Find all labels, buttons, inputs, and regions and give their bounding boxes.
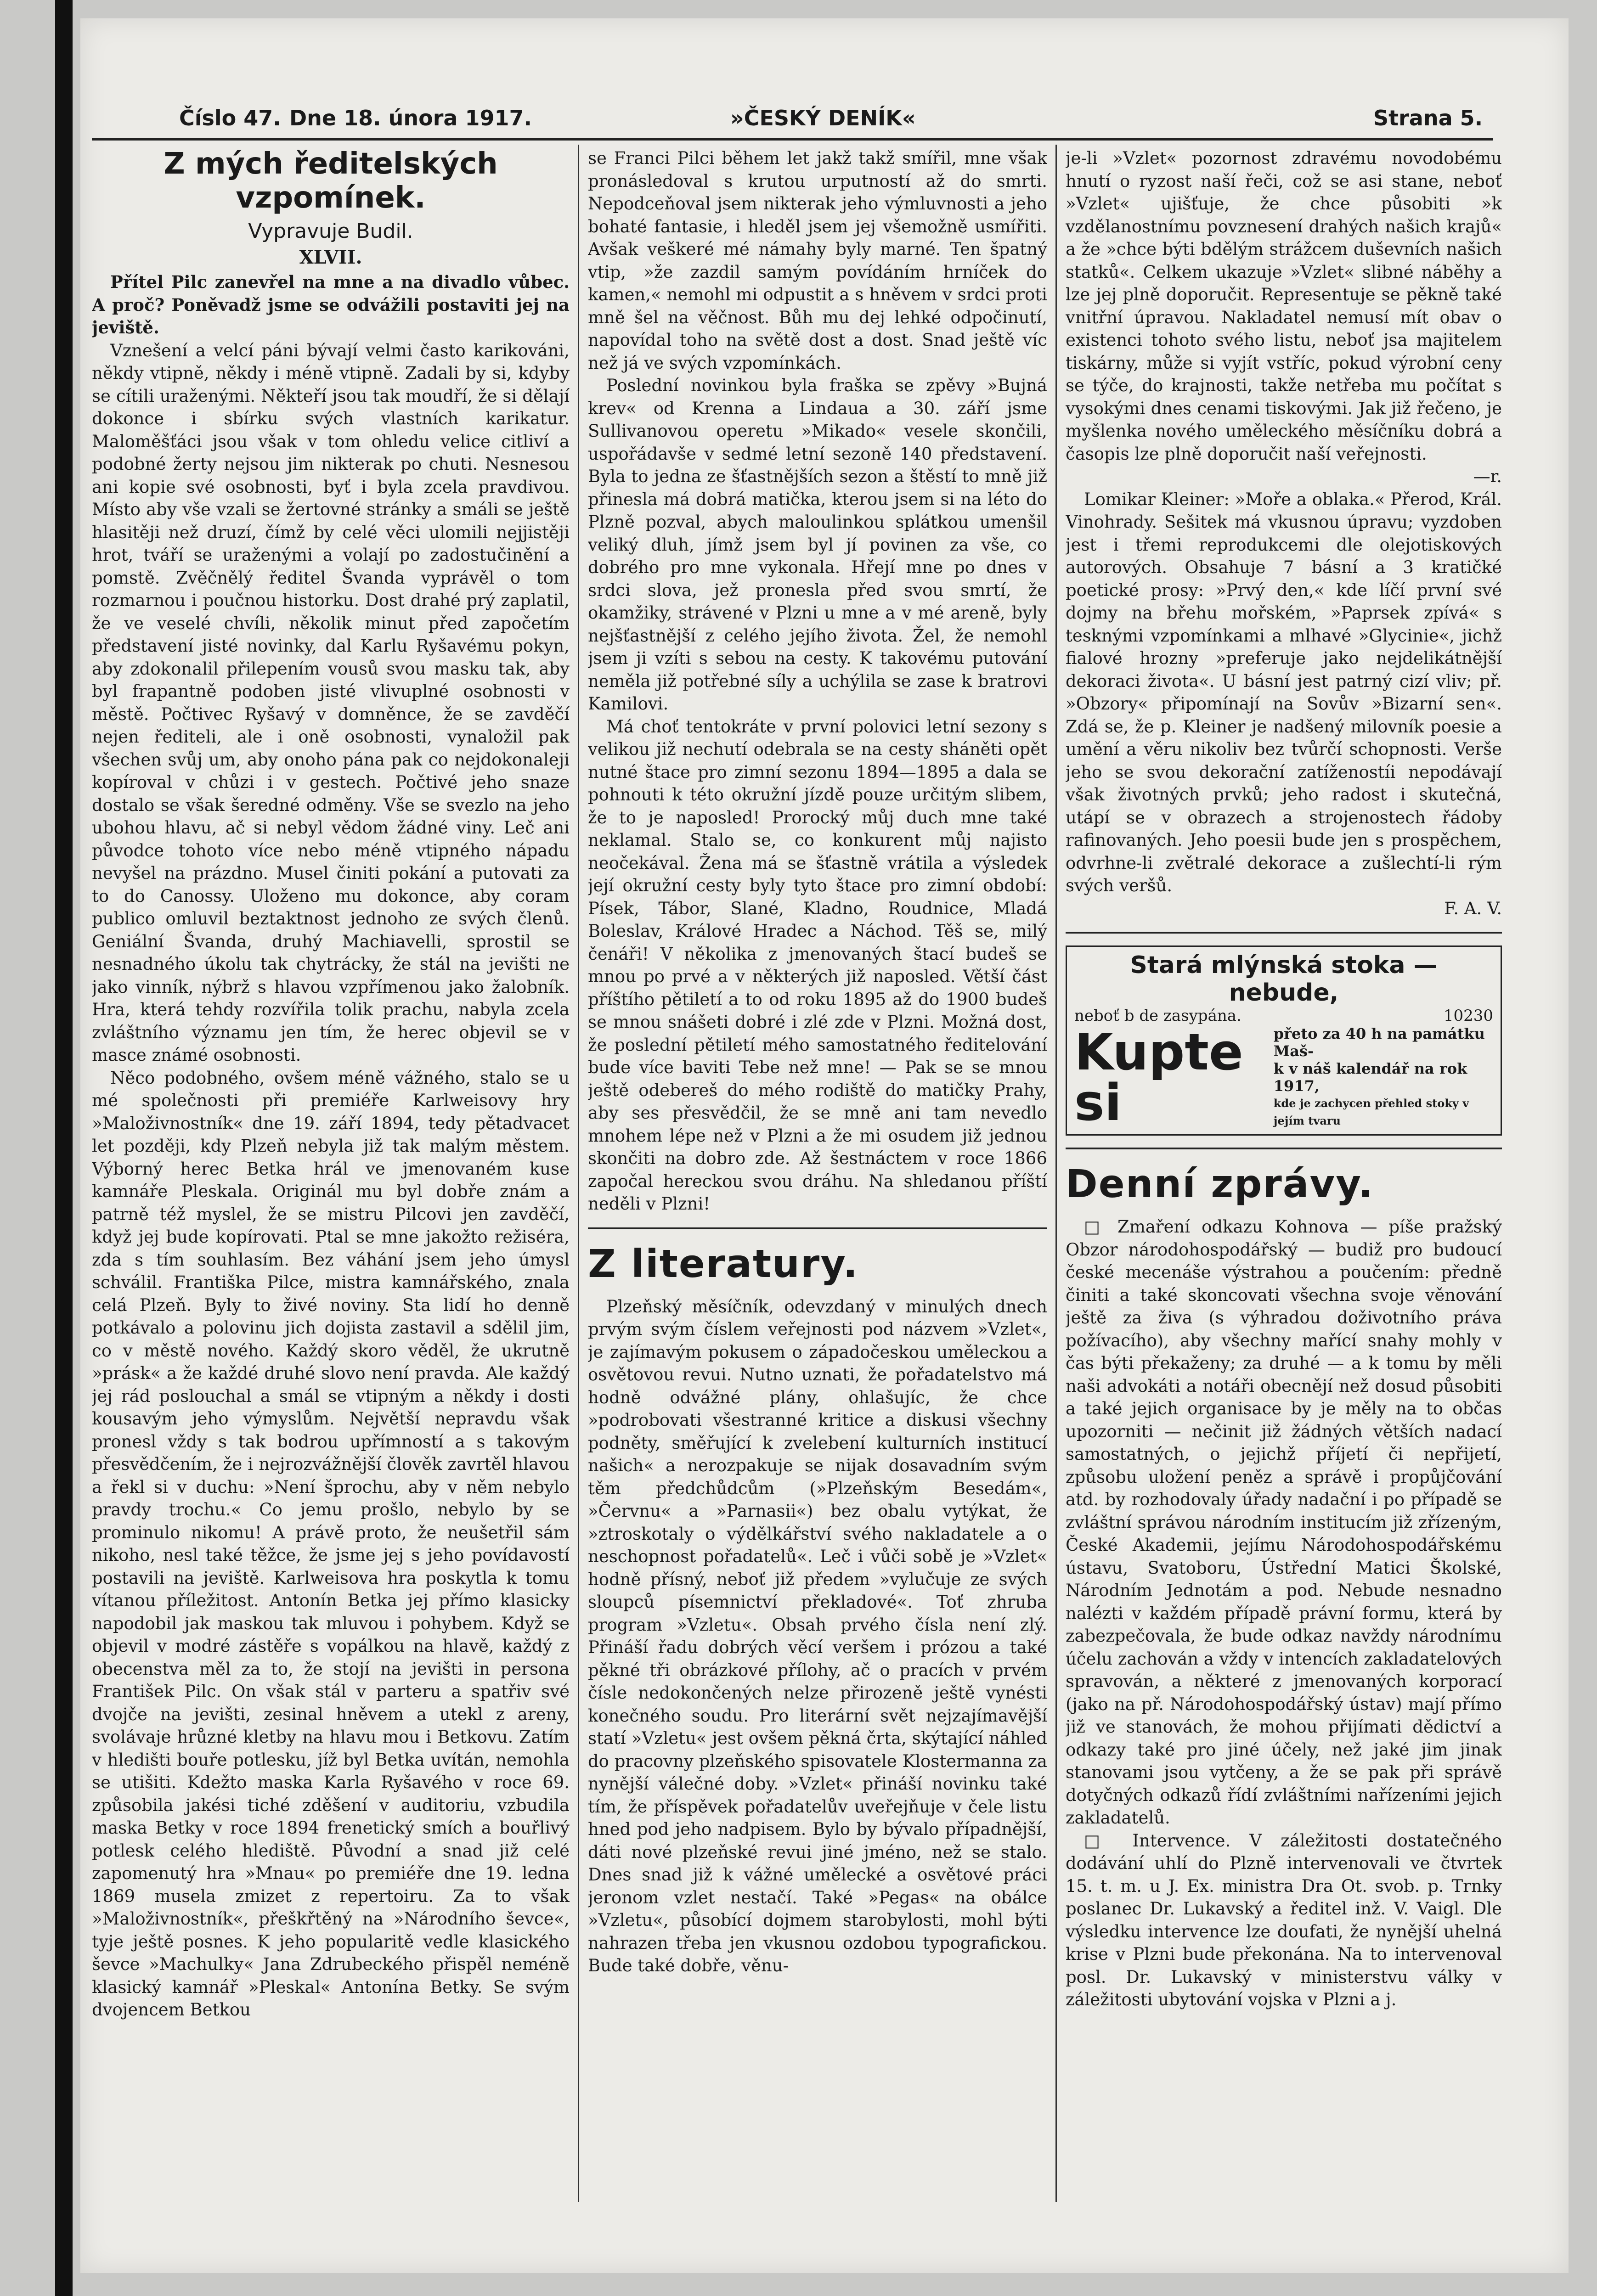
ad-call-to-action: Kupte si (1074, 1023, 1243, 1132)
column-rule-2 (1055, 145, 1057, 2202)
column-3 (1066, 147, 1502, 2204)
section-divider (588, 1227, 1047, 1229)
ad-detail: přeto za 40 h na památku Maš- (1273, 1025, 1485, 1060)
article-title: Z mých ředitelských vzpomínek. (164, 147, 498, 215)
ad-detail: k v náš kalendář na rok 1917, (1273, 1060, 1467, 1095)
article-paragraph: Má choť tentokráte v první polovici letní sezony s velikou již nechutí odebrala se na cesty sháněti opět nutné štace pro zimní sezonu 1894—1895 a dala se pohnouti k této okružní jízdě pouze určitým slibem, že to je naposled! Prorocký můj duch mne také neklamal. Stalo se, co konkurent můj najisto neočekával. Žena má se šťastně vrátila a výsledek její okružní cesty byly tyto štace pro zimní období: Písek, Tábor, Slané, Kladno, Roudnice, Mladá Boleslav, Králové Hradec a Náchod. Těš se, milý čenáři! V několika z jmenovaných štací budeš se mnou po prvé a v některých již naposled. Větší část příštího pětiletí a to od roku 1895 až do 1900 budeš se mnou snášeti dobré i zlé zde v Plzni. Možná dost, že poslední pětiletí mého samostatného ředitelování bude více baviti Tebe než mne! — Pak se se mnou ještě odebereš do mého rodiště do matičky Prahy, aby ses přesvědčil, že se mně ani tam nevedlo mnohem lépe než v Plzni a že mi osudem již jednou skončiti na dobro zde. Až šestnáctem v roce 1866 započal hereckou svou dráhu. Na shledanou příští neděli v Plzni! (588, 716, 1047, 1214)
article-paragraph: Poslední novinkou byla fraška se zpěvy »Bujná krev« od Krenna a Lindaua a 30. září jsme Sullivanovou operetu »Mikado« vesele skončili, uspořádavše v sedmé letní sezoně 140 představení. Byla to jedna ze šťastnějších sezon a štěstí to mně již přinesla má dobrá matička, kterou jsem si na léto do Plzně pozval, abych maloulinkou splátkou umenšil veliký dluh, jímž jsem byl jí povinen za vše, co dobrého pro mne vykonala. Hřejí mne po dnes v srdci slova, jež pronesla před svou smrtí, že okamžiky, strávené v Plzni u mne a v mé areně, byly nejšťastnější z celého jejího života. Žel, že nemohl jsem ji vzíti s sebou na cesty. K takovému putování neměla již potřebné síly a uchýlila se zase k bratrovi Kamilovi. (588, 376, 1047, 714)
section-divider (1066, 1148, 1502, 1149)
review-signature: F. A. V. (1444, 898, 1502, 918)
issue-date: Dne 18. února 1917. (289, 106, 532, 130)
column-1 (92, 147, 570, 2204)
column-rule-1 (578, 145, 579, 2202)
section-divider (1066, 932, 1502, 934)
issue-number: Číslo 47. (179, 106, 281, 130)
review-paragraph: je-li »Vzlet« pozornost zdravému novodobému hnutí o ryzost naší řeči, což se asi stane, neboť »Vzlet« ujišťuje, že chce působiti »k vzdělanostnímu povznesení drahých našich krajů« a že »chce býti bdělým strážcem duševních našich statků«. Celkem ukazuje »Vzlet« slibné náběhy a lze jej plně doporučit. Representuje se pěkně také vnitřní úpravou. Nakladatel nemusí mít obav o existenci tohoto svého listu, neboť jsa majitelem tiskárny, může si vyjít vstříc, pokud výrobní ceny se týče, do krajnosti, takže netřeba mu počítat s vysokými dnes cenami tiskovými. Jak již řečeno, je myšlenka nového uměleckého měsíčníku dobrá a časopis lze plně doporučit naší veřejnosti. (1066, 148, 1502, 464)
section-heading-daily-news: Denní zprávy. (1066, 1161, 1374, 1206)
article-lead: Přítel Pilc zanevřel na mne a na divadlo vůbec. A proč? Poněvadž jsme se odvážili postaviti jej na jeviště. (92, 272, 570, 338)
ad-title: Stará mlýnská stoka — nebude, (1130, 951, 1438, 1007)
article-paragraph: se Franci Pilci během let jakž takž smířil, mne však pronásledoval s krutou urputností až do smrti. Nepodceňoval jsem nikterak jeho výmluvnosti a jeho bohaté fantasie, i hleděl jsem jej všemožně usmířiti. Avšak veškeré mé námahy byly marné. Ten špatný vtip, »že zazdil samým povídáním hrníček do kamen,« nemohl mi odpustit a s hněvem v srdci proti mně šel na věčnost. Bůh mu dej lehké odpočinutí, napovídal toho na světě dost a dost. Snad ještě víc než já ve svých vzpomínkách. (588, 148, 1047, 373)
column-2 (588, 147, 1047, 2204)
section-heading-literature: Z literatury. (588, 1241, 859, 1286)
page-number: Strana 5. (1373, 106, 1483, 130)
news-item: □ Intervence. V záležitosti dostatečného dodávání uhlí do Plzně intervenovali ve čtvrtek 15. t. m. u J. Ex. ministra Dra Ot. svob. p. Trnky poslanec Dr. Lukavský a ředitel inž. V. Vaigl. Dle výsledku intervence lze doufati, že nynější uhelná krise v Plzni bude překonána. Na to intervenoval posl. Dr. Lukavský v ministerstvu války v záležitosti ubytování vojska v Plzni a j. (1066, 1830, 1502, 2009)
ad-subtitle: neboť b de zasypána. 10230 (1074, 1007, 1493, 1025)
paper-name: »ČESKÝ DENÍK« (730, 106, 916, 130)
article-paragraph: Něco podobného, ovšem méně vážného, stalo se u mé společnosti při premiéře Karlweisovy hry »Maloživnostník« dne 19. září 1894, tedy pětadvacet let později, kdy Plzeň nebyla již tak malým městem. Výborný herec Betka hrál ve jmenovaném kuse kamnáře Pleskala. Originál mu byl dobře znám a patrně též myslel, že se mistru Pilcovi jen zavděčí, když jej bude kopírovati. Ptal se mne jakožto režiséra, zda s tím souhlasím. Bez váhání jsem jeho úmysl schválil. Františka Pilce, mistra kamnářského, znala celá Plzeň. Byly to živé noviny. Sta lidí ho denně potkávalo a polovinu jich dojista zastavil a sdělil jim, co v městě nového. Každý skoro věděl, že ukrutně »prásk« a že každé druhé slovo není pravda. Ale každý jej rád poslouchal a smál se vtipným a někdy i dosti kousavým jeho výmyslům. Největší nepravdu však pronesl vždy s tak bodrou upřímností a s takovým přesvědčením, že i nejrozvážnější člověk zavrtěl hlavou a řekl si v duchu: »Není šprochu, aby v něm nebylo pravdy trochu.« Co jemu prošlo, nebylo by se prominulo nikomu! A právě proto, že neušetřil sám nikoho, nesl také těžce, že jsme jej s jeho povídavostí postavili na jeviště. Karlweisova hra poskytla k tomu vítanou příležitost. Antonín Betka jej přímo klasicky napodobil jak maskou tak mluvou i pohybem. Když se objevil v modré zástěře s vopálkou na hlavě, každý z obecenstva měl za to, že stojí na jevišti in persona František Pilc. On však stál v parteru a spatřiv své dvojče na jevišti, zesinal hněvem a utekl z areny, svolávaje hrůzné kletby na hlavu mou i Betkovu. Zatím v hledišti bouře potlesku, jíž byl Betka uvítán, nemohla se utišiti. Kdežto maska Karla Ryšavého v roce 69. způsobila jakési tiché zděšení v auditoriu, vzbudila maska Betky v roce 1894 frenetický smích a bouřlivý potlesk celého hlediště. Původní a snad již celé zapomenutý hra »Mnau« po premiéře dne 19. ledna 1869 musela zmizet z repertoiru. Za to však »Maloživnostník«, přeškřtěný na »Národního ševce«, tyje ještě posnes. K jeho popularitě vedle klasického ševce »Machulky« Jana Zdrubeckého přispěl neméně klasický kamnář »Pleskal« Antonína Betky. Se svým dvojencem Betkou (92, 1068, 570, 2020)
review-paragraph: Lomikar Kleiner: »Moře a oblaka.« Přerod, Král. Vinohrady. Sešitek má vkusnou úpravu; vyzdoben jest i třemi reprodukcemi dle olejotiskových autorových. Obsahuje 7 básní a 3 kratičké poetické prosy: »Prvý den,« kde líčí první své dojmy na břehu mořském, »Paprsek zpívá« s tesknými vzpomínkami a mlhavé »Glycinie«, jichž fialové hrozny »preferuje jako nejdelikátnější dekoraci života«. U básní jest patrný cizí vliv; př. »Obzory« připomínají na Sovův »Bizarní sen«. Zdá se, že p. Kleiner je nadšený milovník poesie a umění a věru nikoliv bez tvůrčí schopnosti. Verše jeho se svou dekorační zatíženostíi nepodávají však životných prvků; jeho radost i skutečná, utápí se v obrazech a strojenostech řádoby rafinovaných. Jeho poesii bude jen s prospěchem, odvrhne-li zvětralé dekorace a zušlechtí-li rým svých veršů. (1066, 489, 1502, 895)
calendar-advertisement (1066, 945, 1502, 1136)
news-item: □ Zmaření odkazu Kohnova — píše pražský Obzor národohospodářský — budiž pro budoucí české mecenáše výstrahou a poučením: předně činiti a také skoncovati všechna svoje věnování ještě za živa (s výhradou doživotního práva požívacího), aby všechny mařící snahy mohly v čas býti překaženy; za druhé — a k tomu by měli naši advokáti a notáři obecnějí než dosud působiti a také jejich organisace by je měly na to občas upozorniti — nečinit již žádných větších nadací samostatných, o jejichž příjetí či nepřijetí, způsobu uložení peněz a správě i propůjčování atd. by rozhodovaly úřady nadační i po případě se zvláštní správou národním institucím již zřízeným, České Akademii, jejímu Národohospodářskému ústavu, Svatoboru, Ústřední Matici Školské, Národním Jednotám a pod. Nebude nesnadno nalézti v každém případě právní formu, která by zabezpečovala, že bude odkaz navždy národnímu účelu zachován a vždy v intencích zakladatelových spravován, a některé z jmenovaných korporací (jako na př. Národohospodářský ústav) mají přímo již ve stanovách, že mohou přijímati dědictví a odkazy také pro jiné účely, než jaké jim jinak stanovami jsou vytčeny, a že se pak při správě dotyčných odkazů řídí zvláštními nařízeními jejich zakladatelů. (1066, 1217, 1502, 1828)
ad-detail: kde je zachycen přehled stoky v jejím tvaru (1273, 1097, 1469, 1127)
page-header (92, 106, 1493, 138)
ad-number: 10230 (1443, 1007, 1493, 1025)
chapter-number: XLVII. (299, 247, 362, 268)
header-rule (92, 138, 1493, 141)
review-paragraph: Plzeňský měsíčník, odevzdaný v minulých dnech prvým svým číslem veřejnosti pod názvem »Vzlet«, je zajímavým pokusem o západočeskou uměleckou a osvětovou revui. Nutno uznati, že pořadatelstvo má hodně odvážné plány, ohlašujíc, že chce »podrobovati všestranné kritice a diskusi všechny podněty, směřující k zvelebení kulturních institucí našich« a nerozpakuje se nijak dosavadním svým těm předchůdcům (»Plzeňským Besedám«, »Červnu« a »Parnasii«) bez obalu vytýkat, že »ztroskotaly o výdělkářství svého nakladatele a o neschopnost pořadatelů«. Leč i vůči sobě je »Vzlet« hodně přísný, neboť již předem »vylučuje ze svých sloupců písemnictví překladové«. Toť zhruba program »Vzletu«. Obsah prvého čísla není zlý. Přináší řadu dobrých věcí veršem i prózou a také pěkné tři obrázkové přílohy, ač o pracích v prvém čísle nedokončených nelze přirozeně ještě vynésti konečného soudu. Pro literární svět nejzajímavější statí »Vzletu« jest ovšem pěkná črta, skýtající náhled do pracovny plzeňského spisovatele Klostermanna za nynější válečné doby. »Vzlet« přináší novinku také tím, že příspěvek pořadatelův uveřejňuje v čele listu hned pod jeho nadpisem. Bylo by bývalo případnější, dáti nové plzeňské revui jiné jméno, než se stalo. Dnes snad již k vážné umělecké a osvětové práci jeronom vzlet nestačí. Také »Pegas« na obálce »Vzletu«, působící dojmem starobylosti, mohl býti nahrazen třeba jen vkusnou ozdobou typografickou. Bude také dobře, věnu- (588, 1296, 1047, 1975)
article-paragraph: Vznešení a velcí páni bývají velmi často karikováni, někdy vtipně, někdy i méně vtipně. Zadali by si, kdyby se cítili uraženými. Někteří jsou tak moudří, že si dělají dokonce i sbírku svých vlastních karikatur. Maloměšťáci jsou však v tom ohledu velice citliví a podobné žerty nejsou jim nikterak po chuti. Nesnesou ani kopie své osobnosti, byť i byla zcela pravdivou. Místo aby vše vzali se žertovné stránky a smáli se ještě hlasitěji než druzí, čímž by celé věci ulomili nejjistěji hrot, tváří se uraženými a volají po zadostučinění a pomstě. Zvěčnělý ředitel Švanda vyprávěl o tom rozmarnou i poučnou historku. Dost drahé prý zaplatil, že ve veselé chvíli, několik minut před započetím představení jisté novinky, dal Karlu Ryšavému pokyn, aby zdokonalil přilepením vousů svou masku tak, aby byl frapantně podoben jisté vlivuplné osobnosti v městě. Počtivec Ryšavý v domněnce, že se zavděčí nejen řediteli, ale i oně osobnosti, vynaložil pak všechen svůj um, aby onoho pána pak co nejdokonaleji kopíroval v chůzi i v gestech. Počtivé jeho snaze dostalo se však šeredné odměny. Vše se svezlo na jeho ubohou hlavu, ač si nebyl vědom žádné viny. Leč ani původce tohoto více nebo méně vtipného nápadu nevyšel na prázdno. Musel činiti pokání a putovati za to do Canossy. Uloženo mu dokonce, aby coram publico omluvil beztaktnost jednoho ze svých členů. Geniální Švanda, druhý Machiavelli, sprostil se nesnadného úkolu tak chytrácky, že stál na jevišti ne jako vinník, nýbrž s hlavou vzpřímenou jako žalobník. Hra, která tehdy rozvířila tolik prachu, nabyla zcela zvláštního významu jen tím, že herec objevil se v masce známé osobnosti. (92, 340, 570, 1065)
scan-binding-edge (55, 0, 73, 2296)
review-signature: —r. (1473, 467, 1502, 486)
article-byline: Vypravuje Budil. (248, 219, 413, 243)
